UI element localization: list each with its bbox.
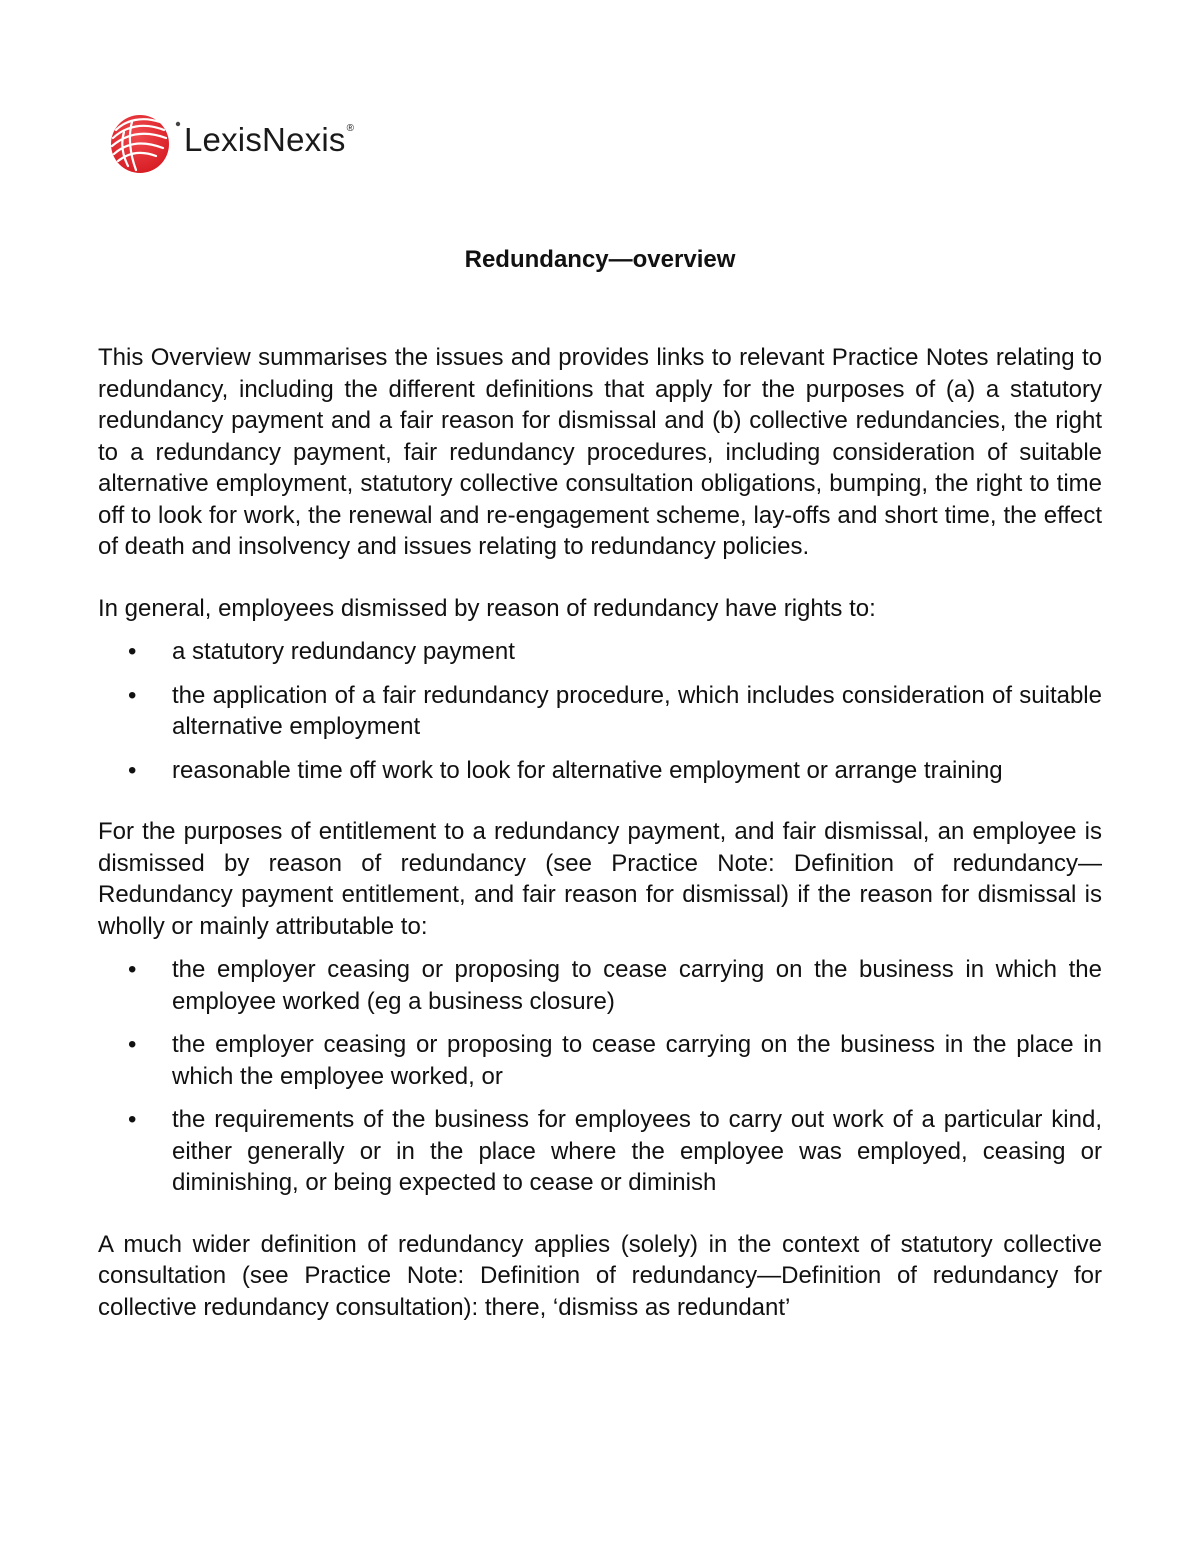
- bullet-icon: •: [128, 1031, 137, 1058]
- bullet-icon: •: [128, 681, 137, 709]
- list-item: [98, 954, 1102, 1017]
- document-title: Redundancy—overview: [464, 246, 736, 273]
- document-body: [98, 342, 1102, 1353]
- lexisnexis-wordmark: [184, 121, 354, 159]
- list-item-text: the requirements of the business for employees to carry out work of a particular kind, either generally or in the place where the employee was employed, ceasing or diminishing, or being expected to cease or diminish: [172, 1106, 1102, 1196]
- list-item-text: a statutory redundancy payment: [172, 638, 515, 665]
- rights-list: [98, 636, 1102, 786]
- wider-definition-paragraph: A much wider definition of redundancy applies (solely) in the context of statutory collective consultation (see Practice Note: Definition of redundancy—Definition of redundancy for collective redundancy consultation): there, ‘dismiss as redundant’: [98, 1230, 1102, 1321]
- definition-paragraph: For the purposes of entitlement to a redundancy payment, and fair dismissal, an employee is dismissed by reason of redundancy (see Practice Note: Definition of redundancy—Redundancy payment entitlement, and fair reason for dismissal) if the reason for dismissal is wholly or mainly attributable to:: [98, 818, 1102, 940]
- list-item: [98, 1104, 1102, 1199]
- list-item-text: the employer ceasing or proposing to cease carrying on the business in which the employee worked (eg a business closure): [172, 956, 1102, 1015]
- definition-list: [98, 954, 1102, 1199]
- bullet-icon: •: [128, 956, 137, 983]
- list-item: [98, 1029, 1102, 1092]
- list-item: [98, 755, 1102, 787]
- lexisnexis-globe-icon: [108, 110, 182, 174]
- bullet-icon: •: [128, 638, 137, 665]
- bullet-icon: •: [128, 756, 137, 784]
- brand-name: LexisNexis: [184, 121, 346, 158]
- bullet-icon: •: [128, 1106, 137, 1133]
- list-item-text: the application of a fair redundancy procedure, which includes consideration of suitable alternative employment: [172, 681, 1102, 740]
- rights-intro-paragraph: In general, employees dismissed by reason of redundancy have rights to:: [98, 594, 876, 622]
- registered-mark: ®: [346, 123, 355, 134]
- lexisnexis-logo: [108, 110, 354, 174]
- list-item: [98, 636, 1102, 668]
- list-item: [98, 680, 1102, 743]
- list-item-text: the employer ceasing or proposing to cease carrying on the business in the place in which the employee worked, or: [172, 1031, 1102, 1090]
- list-item-text: reasonable time off work to look for alternative employment or arrange training: [172, 756, 1003, 784]
- intro-paragraph: This Overview summarises the issues and provides links to relevant Practice Notes relating to redundancy, including the different definitions that apply for the purposes of (a) a statutory redundancy payment and a fair reason for dismissal and (b) collective redundancies, the right to a redundancy payment, fair redundancy procedures, including consideration of suitable alternative employment, statutory collective consultation obligations, bumping, the right to time off to look for work, the renewal and re-engagement scheme, lay-offs and short time, the effect of death and insolvency and issues relating to redundancy policies.: [98, 344, 1102, 560]
